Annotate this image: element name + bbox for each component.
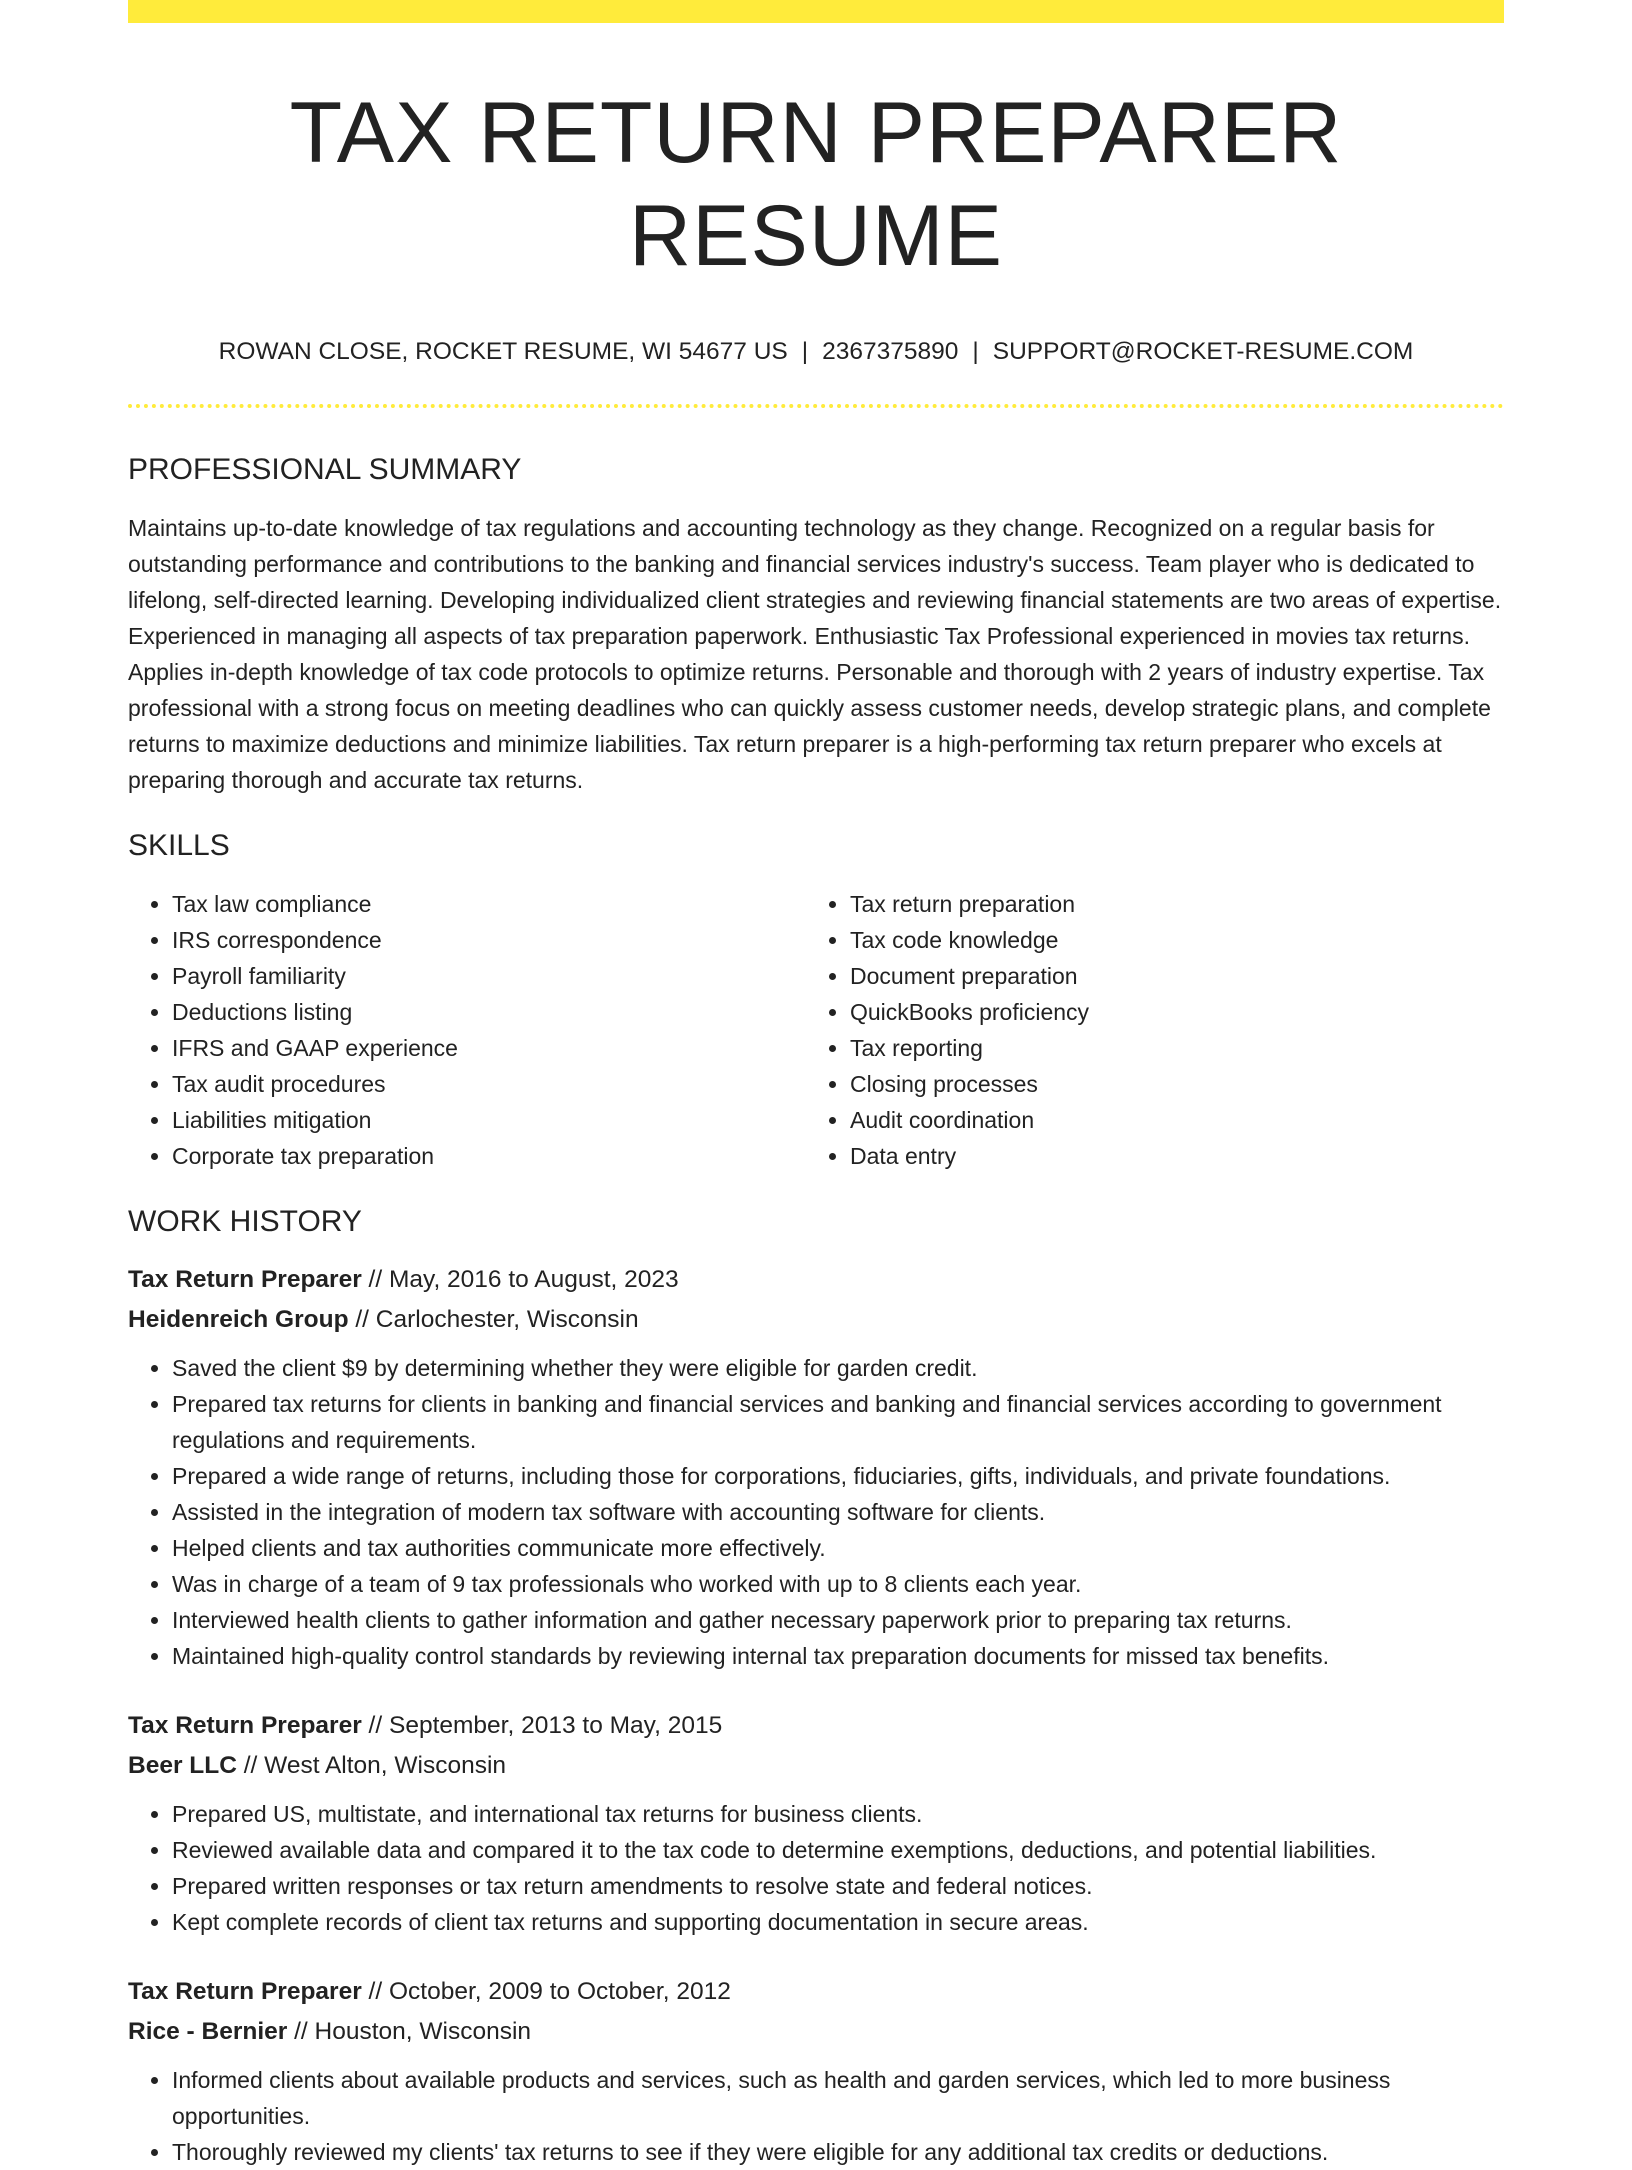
skills-heading: SKILLS xyxy=(128,828,230,862)
skill-item: • QuickBooks proficiency xyxy=(850,994,1484,1030)
job-bullet: • Informed clients about available products and services, such as health and garden services, which led to more business opportunities. xyxy=(172,2062,1504,2134)
job-location: // Carlochester, Wisconsin xyxy=(348,1305,639,1333)
skill-item: • Document preparation xyxy=(850,958,1484,994)
job-entry xyxy=(128,1972,1504,2170)
skills-columns xyxy=(128,886,1504,1174)
summary-heading: PROFESSIONAL SUMMARY xyxy=(128,452,522,486)
accent-top-bar xyxy=(128,0,1504,23)
job-bullet: • Thoroughly reviewed my clients' tax returns to see if they were eligible for any additional tax credits or deductions. xyxy=(172,2134,1504,2170)
job-title-line xyxy=(128,1972,1504,2012)
job-bullet: • Helped clients and tax authorities communicate more effectively. xyxy=(172,1530,1504,1566)
page-title: TAX RETURN PREPARER RESUME xyxy=(289,85,1343,285)
skills-list-right xyxy=(806,886,1484,1174)
job-bullet: • Prepared US, multistate, and international tax returns for business clients. xyxy=(172,1796,1504,1832)
job-company-line xyxy=(128,2012,1504,2052)
resume-page xyxy=(128,0,1504,2170)
job-title-line xyxy=(128,1706,1504,1746)
job-entry xyxy=(128,1260,1504,1674)
job-bullet: • Interviewed health clients to gather information and gather necessary paperwork prior to preparing tax returns. xyxy=(172,1602,1504,1638)
contact-separator: | xyxy=(972,338,979,366)
skill-item: • Data entry xyxy=(850,1138,1484,1174)
contact-phone: 2367375890 xyxy=(822,338,959,366)
contact-separator: | xyxy=(801,338,809,366)
work-history-heading: WORK HISTORY xyxy=(128,1204,362,1238)
job-bullet: • Reviewed available data and compared it to the tax code to determine exemptions, deductions, and potential liabilities. xyxy=(172,1832,1504,1868)
job-bullets xyxy=(128,2062,1504,2170)
job-bullet: • Prepared tax returns for clients in banking and financial services and banking and financial services according to government regulations and requirements. xyxy=(172,1386,1504,1458)
skill-item: • Tax return preparation xyxy=(850,886,1484,922)
job-company-line xyxy=(128,1300,1504,1340)
skill-item: • Tax law compliance xyxy=(172,886,806,922)
skill-item: • IFRS and GAAP experience xyxy=(172,1030,806,1066)
contact-line xyxy=(128,337,1504,366)
job-bullets xyxy=(128,1796,1504,1940)
contact-address: ROWAN CLOSE, ROCKET RESUME, WI 54677 US xyxy=(218,338,788,366)
job-title-line xyxy=(128,1260,1504,1300)
skill-item: • Corporate tax preparation xyxy=(172,1138,806,1174)
job-bullets xyxy=(128,1350,1504,1674)
job-company-line xyxy=(128,1746,1504,1786)
job-bullet: • Prepared a wide range of returns, including those for corporations, fiduciaries, gifts, individuals, and private foundations. xyxy=(172,1458,1504,1494)
job-company: Rice - Bernier xyxy=(128,2017,288,2045)
skill-item: • Tax audit procedures xyxy=(172,1066,806,1102)
job-company: Heidenreich Group xyxy=(128,1305,349,1333)
job-title: Tax Return Preparer xyxy=(128,1265,362,1293)
skill-item: • Tax reporting xyxy=(850,1030,1484,1066)
job-entry xyxy=(128,1706,1504,1940)
job-bullet: • Maintained high-quality control standards by reviewing internal tax preparation documents for missed tax benefits. xyxy=(172,1638,1504,1674)
skill-item: • Liabilities mitigation xyxy=(172,1102,806,1138)
job-bullet: • Saved the client $9 by determining whether they were eligible for garden credit. xyxy=(172,1350,1504,1386)
skill-item: • Tax code knowledge xyxy=(850,922,1484,958)
skill-item: • Deductions listing xyxy=(172,994,806,1030)
job-bullet: • Prepared written responses or tax return amendments to resolve state and federal notices. xyxy=(172,1868,1504,1904)
skill-item: • Closing processes xyxy=(850,1066,1484,1102)
dotted-divider xyxy=(128,404,1504,408)
job-dates: // May, 2016 to August, 2023 xyxy=(361,1265,679,1293)
summary-text: Maintains up-to-date knowledge of tax regulations and accounting technology as they change. Recognized on a regular basis for outstanding performance and contributions to the banking and financial services industry's success. Team player who is dedicated to lifelong, self-directed learning. Developing individualized client strategies and reviewing financial statements are two areas of expertise. Experienced in managing all aspects of tax preparation paperwork. Enthusiastic Tax Professional experienced in movies tax returns. Applies in-depth knowledge of tax code protocols to optimize returns. Personable and thorough with 2 years of industry expertise. Tax professional with a strong focus on meeting deadlines who can quickly assess customer needs, develop strategic plans, and complete returns to maximize deductions and minimize liabilities. Tax return preparer is a high-performing tax return preparer who excels at preparing thorough and accurate tax returns. xyxy=(128,514,1502,793)
skill-item: • Audit coordination xyxy=(850,1102,1484,1138)
skill-item: • IRS correspondence xyxy=(172,922,806,958)
job-bullet: • Assisted in the integration of modern tax software with accounting software for clients. xyxy=(172,1494,1504,1530)
job-title: Tax Return Preparer xyxy=(128,1977,362,2005)
job-title: Tax Return Preparer xyxy=(128,1711,362,1739)
job-bullet: • Was in charge of a team of 9 tax professionals who worked with up to 8 clients each year. xyxy=(172,1566,1504,1602)
skills-list-left xyxy=(128,886,806,1174)
job-bullet: • Kept complete records of client tax returns and supporting documentation in secure areas. xyxy=(172,1904,1504,1940)
job-location: // Houston, Wisconsin xyxy=(287,2017,532,2045)
job-dates: // September, 2013 to May, 2015 xyxy=(361,1711,723,1739)
job-company: Beer LLC xyxy=(128,1751,237,1779)
job-location: // West Alton, Wisconsin xyxy=(236,1751,507,1779)
skill-item: • Payroll familiarity xyxy=(172,958,806,994)
job-dates: // October, 2009 to October, 2012 xyxy=(361,1977,731,2005)
contact-email: SUPPORT@ROCKET-RESUME.COM xyxy=(992,338,1414,366)
